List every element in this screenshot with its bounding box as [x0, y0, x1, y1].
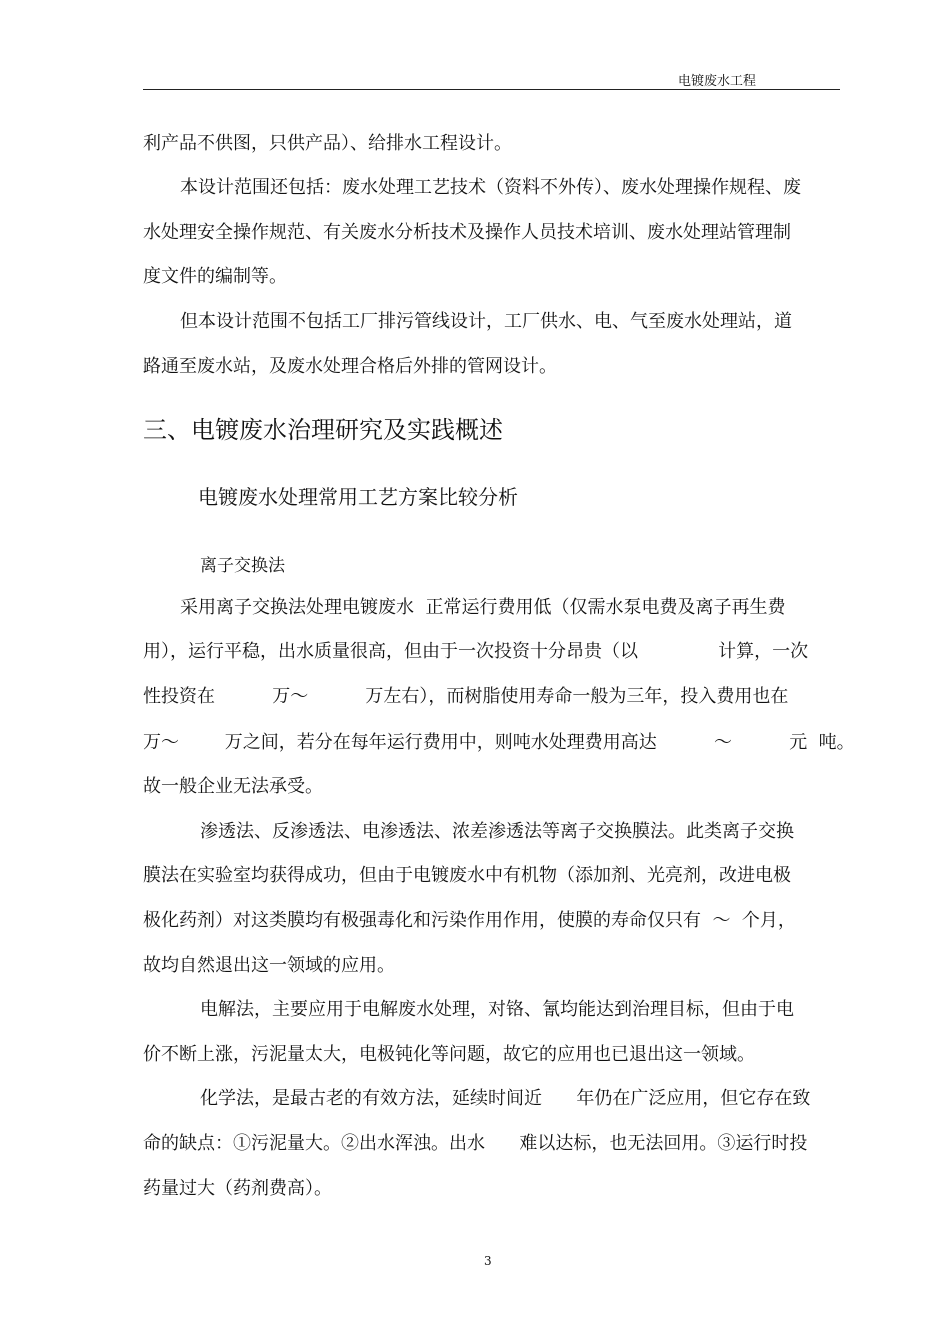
body-line: 但本设计范围不包括工厂排污管线设计，工厂供水、电、气至废水处理站，道	[180, 311, 792, 332]
body-line: 本设计范围还包括：废水处理工艺技术（资料不外传）、废水处理操作规程、废	[180, 177, 801, 198]
page-number: 3	[484, 1254, 492, 1268]
header-rule	[143, 89, 840, 90]
page-header-title: 电镀废水工程	[678, 74, 757, 89]
body-line: 路通至废水站，及废水处理合格后外排的管网设计。	[143, 356, 557, 377]
body-line: 膜法在实验室均获得成功，但由于电镀废水中有机物（添加剂、光亮剂，改进电极	[143, 865, 791, 886]
body-line: 药量过大（药剂费高）。	[143, 1178, 332, 1199]
body-line: 万～ 万之间，若分在每年运行费用中，则吨水处理费用高达 ～ 元 吨。	[143, 732, 855, 753]
body-line: 命的缺点：①污泥量大。②出水浑浊。出水 难以达标，也无法回用。③运行时投	[143, 1133, 808, 1154]
body-line: 极化药剂）对这类膜均有极强毒化和污染作用作用，使膜的寿命仅只有 ～ 个月，	[143, 910, 796, 931]
body-line: 性投资在 万～ 万左右），而树脂使用寿命一般为三年，投入费用也在	[143, 686, 789, 707]
body-line: 故均自然退出这一领域的应用。	[143, 955, 395, 976]
body-line: 电解法，主要应用于电解废水处理，对铬、氰均能达到治理目标，但由于电	[200, 999, 794, 1020]
body-line: 水处理安全操作规范、有关废水分析技术及操作人员技术培训、废水处理站管理制	[143, 222, 791, 243]
section-heading: 三、电镀废水治理研究及实践概述	[143, 416, 503, 444]
body-line: 价不断上涨，污泥量太大，电极钝化等问题，故它的应用也已退出这一领域。	[143, 1044, 755, 1065]
body-line: 度文件的编制等。	[143, 266, 287, 287]
body-line: 渗透法、反渗透法、电渗透法、浓差渗透法等离子交换膜法。此类离子交换	[200, 821, 794, 842]
subsection-heading: 电镀废水处理常用工艺方案比较分析	[198, 485, 518, 509]
body-line: 用），运行平稳，出水质量很高，但由于一次投资十分昂贵（以 计算，一次	[143, 641, 809, 662]
body-line: 故一般企业无法承受。	[143, 776, 323, 797]
body-line: 化学法，是最古老的有效方法，延续时间近 年仍在广泛应用，但它存在致	[200, 1088, 811, 1109]
body-line: 利产品不供图，只供产品）、给排水工程设计。	[143, 133, 512, 154]
subsubsection-heading: 离子交换法	[200, 556, 285, 576]
body-line: 采用离子交换法处理电镀废水 正常运行费用低（仅需水泵电费及离子再生费	[180, 597, 786, 618]
